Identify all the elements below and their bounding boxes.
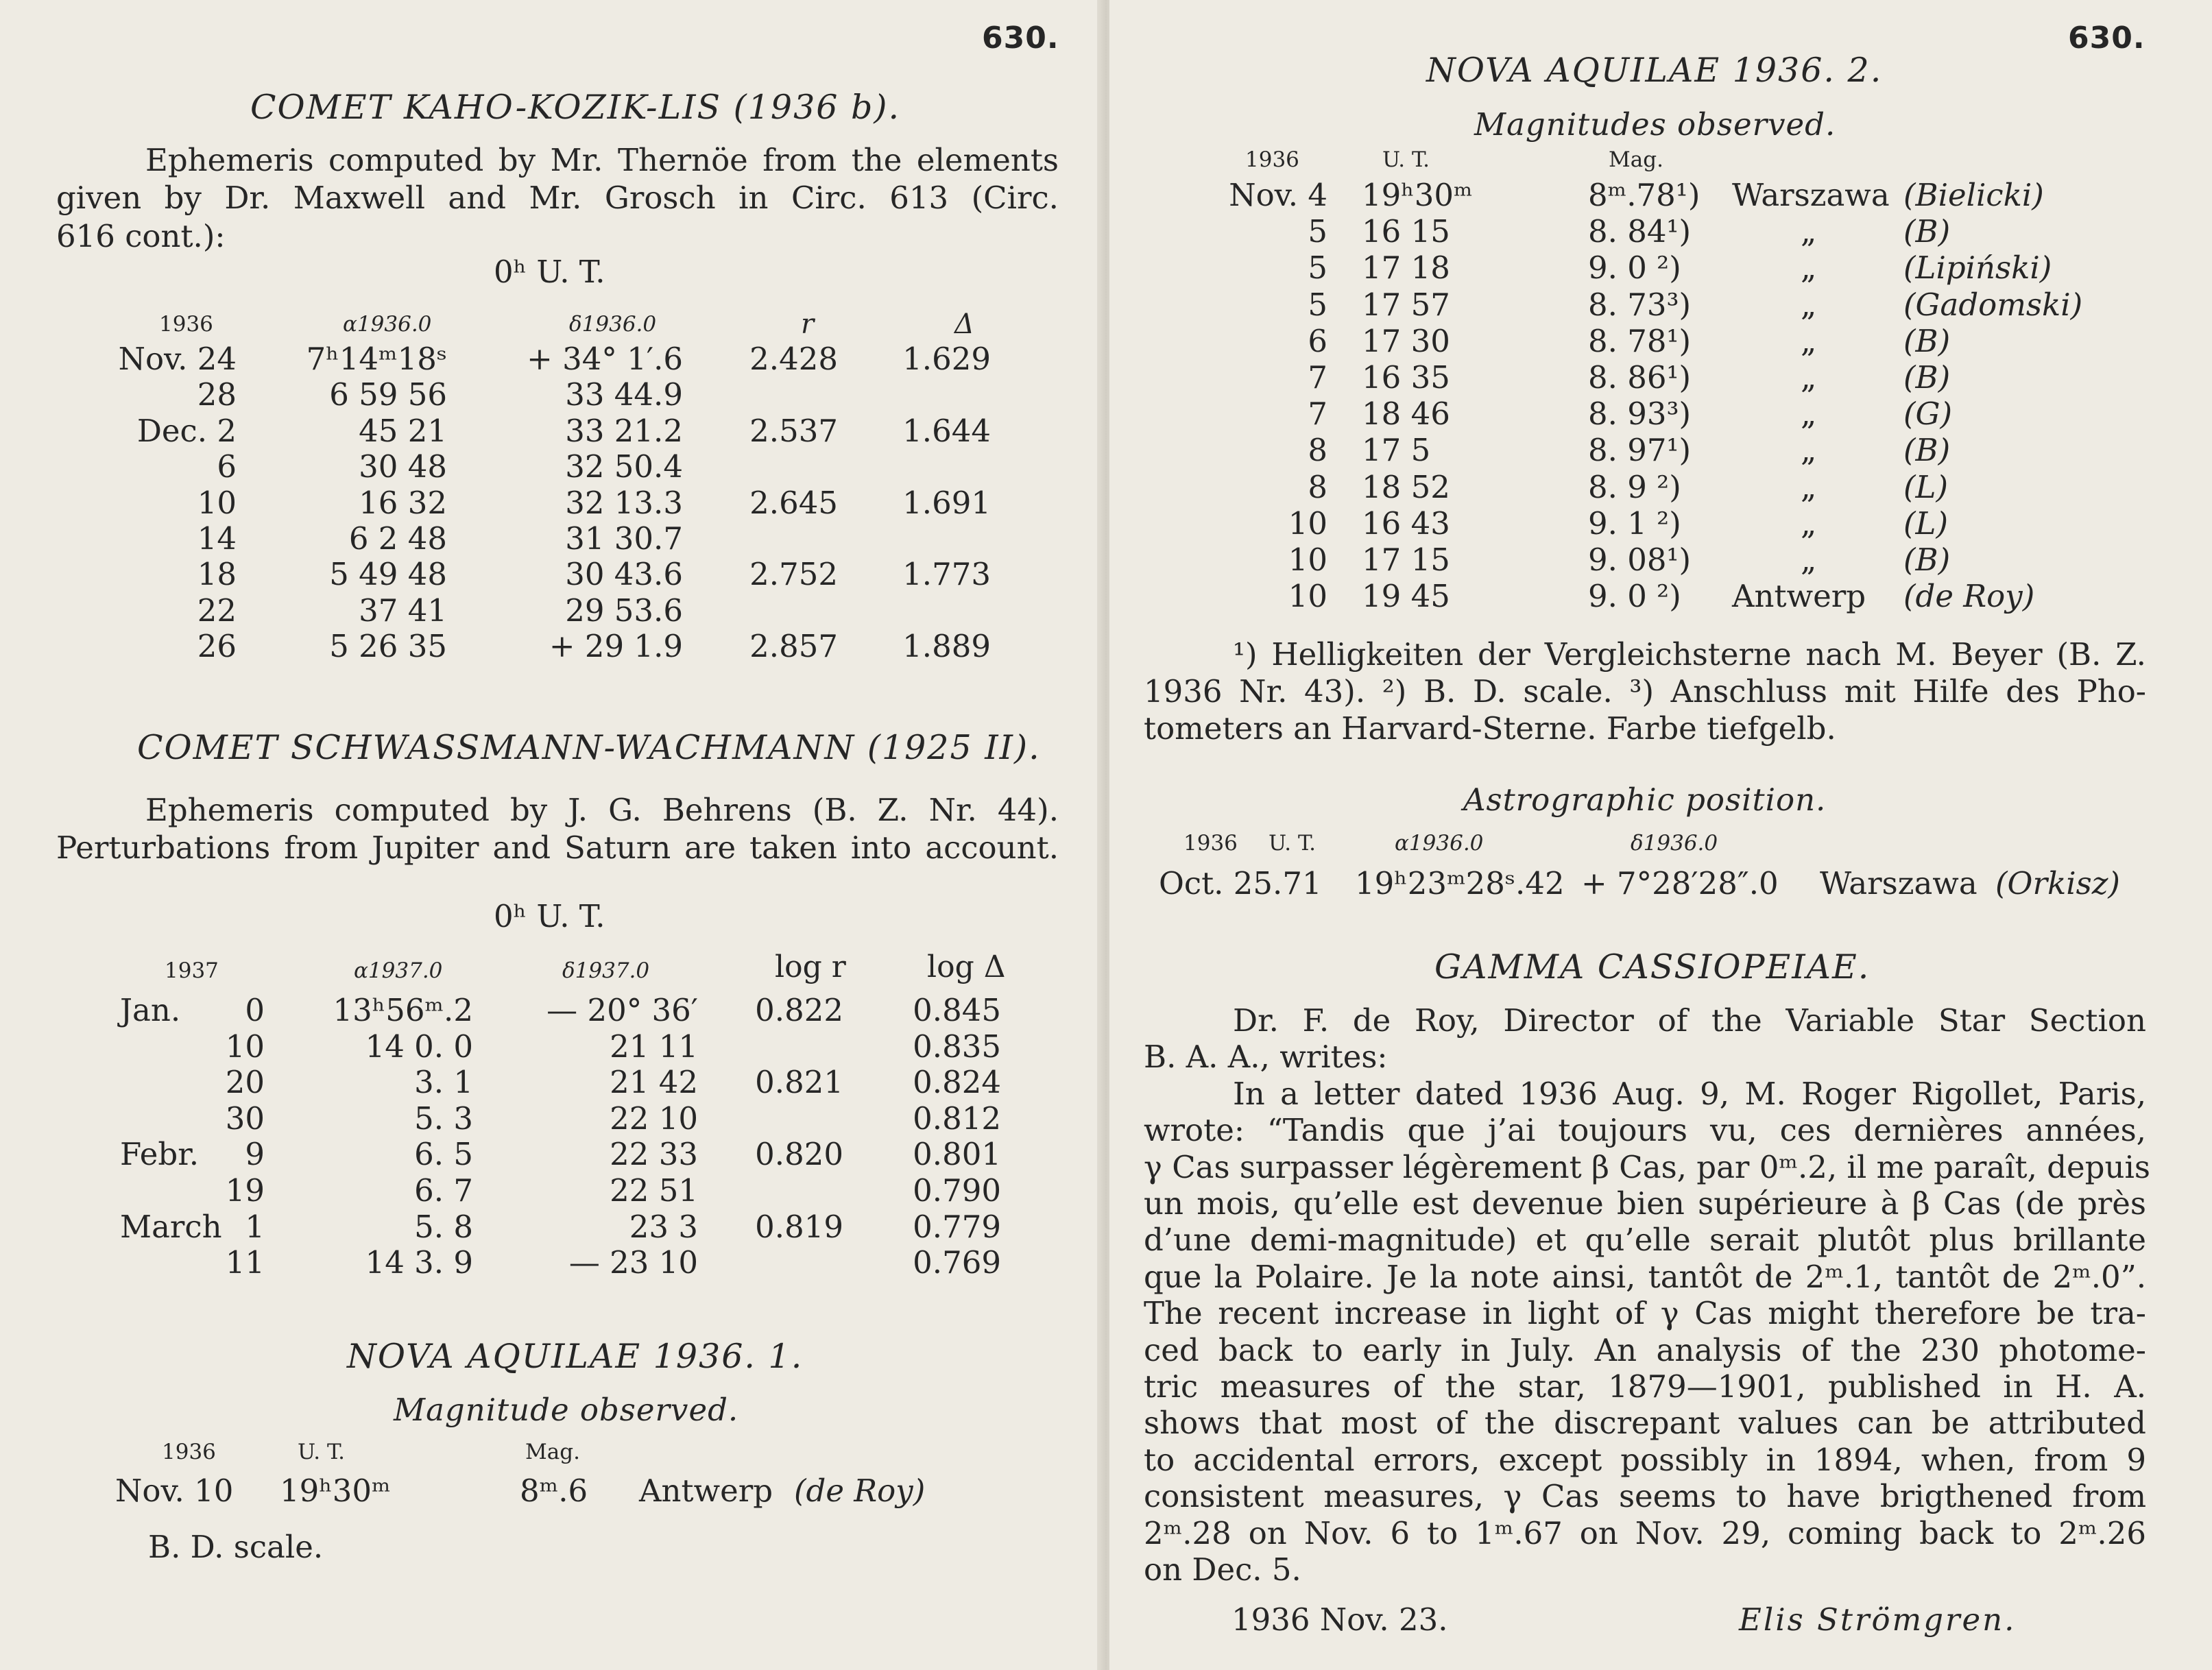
date-cell: 14 xyxy=(197,520,237,557)
comet2-header-logr: log r xyxy=(775,949,846,984)
comet1-header-ra: α1936.0 xyxy=(343,312,432,337)
nova2-subtitle: Magnitudes observed. xyxy=(1474,106,1836,143)
time-cell: 17 18 xyxy=(1362,250,1450,287)
log-r-cell: 0.822 xyxy=(755,992,843,1028)
nova2-title: NOVA AQUILAE 1936. 2. xyxy=(1426,51,1883,90)
astrographic-header-dec: δ1936.0 xyxy=(1631,831,1718,856)
comet1-intro-line-2: given by Dr. Maxwell and Mr. Grosch in Circ. 613 (Circ. xyxy=(56,180,1059,216)
comet2-intro-line-1: Ephemeris computed by J. G. Behrens (B. Z. Nr. 44). xyxy=(145,792,1059,828)
magnitude-cell: 9. 0 ²) xyxy=(1588,250,1681,287)
ditto-cell: „ xyxy=(1801,505,1817,542)
magnitude-cell: 8. 73³) xyxy=(1588,286,1692,323)
date-cell: 18 xyxy=(197,556,237,593)
paragraph-line: 2ᵐ.28 on Nov. 6 to 1ᵐ.67 on Nov. 29, coming back to 2ᵐ.26 xyxy=(1144,1514,2146,1551)
date-cell: 7 xyxy=(1308,359,1327,396)
paragraph-line: B. A. A., writes: xyxy=(1144,1039,1388,1076)
comet1-header-r: r xyxy=(801,308,815,340)
comet1-intro-line-3: 616 cont.): xyxy=(56,218,226,254)
astrographic-header-ut: U. T. xyxy=(1269,831,1316,856)
log-r-cell: 0.821 xyxy=(755,1064,843,1101)
date-cell: Nov. 24 xyxy=(118,341,237,377)
ditto-cell: „ xyxy=(1801,213,1817,250)
nova1-title: NOVA AQUILAE 1936. 1. xyxy=(347,1337,804,1376)
day-cell: 20 xyxy=(225,1064,265,1101)
observatory-cell: Antwerp xyxy=(1732,578,1866,615)
nova1-header-year: 1936 xyxy=(162,1440,216,1464)
dec-cell: + 29 1.9 xyxy=(549,628,683,665)
nova1-magnitude: 8ᵐ.6 xyxy=(520,1473,588,1509)
r-cell: 2.428 xyxy=(749,341,838,377)
log-delta-cell: 0.835 xyxy=(913,1028,1001,1065)
ra-cell: 6. 5 xyxy=(414,1136,473,1173)
paragraph-line: un mois, qu’elle est devenue bien supérieure à β Cas (de près xyxy=(1144,1185,2146,1222)
time-cell: 16 43 xyxy=(1362,505,1450,542)
time-cell: 17 57 xyxy=(1362,286,1450,323)
comet1-header-dec: δ1936.0 xyxy=(569,312,657,337)
observer-cell: (B) xyxy=(1903,322,1951,359)
dec-cell: 32 13.3 xyxy=(565,484,683,521)
log-delta-cell: 0.824 xyxy=(913,1064,1001,1101)
nova1-time: 19ʰ30ᵐ xyxy=(280,1473,391,1509)
paragraph-line: on Dec. 5. xyxy=(1144,1551,1301,1588)
day-cell: 10 xyxy=(225,1028,265,1065)
date-cell: 8 xyxy=(1308,432,1327,469)
observer-cell: (G) xyxy=(1903,396,1953,433)
paragraph-line: In a letter dated 1936 Aug. 9, M. Roger Rigollet, Paris, xyxy=(1233,1075,2146,1112)
log-delta-cell: 0.769 xyxy=(913,1244,1001,1281)
comet2-time-label: 0ʰ U. T. xyxy=(494,898,605,934)
dec-cell: — 20° 36′ xyxy=(546,992,698,1028)
ra-cell: 45 21 xyxy=(359,412,447,449)
day-cell: 30 xyxy=(225,1100,265,1137)
comet1-intro-line-1: Ephemeris computed by Mr. Thernöe from the elements xyxy=(145,142,1059,178)
paragraph-line: to accidental errors, except possibly in 1894, when, from 9 xyxy=(1144,1441,2146,1478)
ditto-cell: „ xyxy=(1801,250,1817,287)
ra-cell: 6 59 56 xyxy=(329,376,447,413)
magnitude-cell: 9. 08¹) xyxy=(1588,542,1692,578)
time-cell: 17 5 xyxy=(1362,432,1431,469)
ra-cell: 5 49 48 xyxy=(329,556,447,593)
month-cell: March xyxy=(120,1208,222,1245)
astrographic-date: Oct. 25.71 xyxy=(1159,865,1322,901)
dec-cell: 21 42 xyxy=(610,1064,698,1101)
ra-cell: 6. 7 xyxy=(414,1172,473,1209)
comet1-header-delta: Δ xyxy=(954,308,974,340)
dec-cell: 33 21.2 xyxy=(565,412,683,449)
date-cell: 5 xyxy=(1308,213,1327,250)
comet1-time-label: 0ʰ U. T. xyxy=(494,254,605,290)
comet2-header-year: 1937 xyxy=(165,958,219,983)
observer-cell: (de Roy) xyxy=(1903,578,2035,615)
date-cell: 10 xyxy=(1288,542,1327,578)
date-cell: Nov. 4 xyxy=(1229,177,1327,213)
ra-cell: 6 2 48 xyxy=(348,520,447,557)
r-cell: 2.857 xyxy=(749,628,838,665)
log-delta-cell: 0.801 xyxy=(913,1136,1001,1173)
ra-cell: 13ʰ56ᵐ.2 xyxy=(333,992,473,1028)
day-cell: 0 xyxy=(245,992,265,1028)
time-cell: 17 30 xyxy=(1362,322,1450,359)
magnitude-cell: 8. 93³) xyxy=(1588,396,1692,433)
paragraph-line: γ Cas surpasser légèrement β Cas, par 0ᵐ.2, il me paraît, depuis xyxy=(1144,1148,2150,1185)
dec-cell: 30 43.6 xyxy=(565,556,683,593)
dec-cell: 31 30.7 xyxy=(565,520,683,557)
astrographic-header-year: 1936 xyxy=(1183,831,1238,856)
ditto-cell: „ xyxy=(1801,468,1817,505)
month-cell: Febr. xyxy=(120,1136,200,1173)
ditto-cell: „ xyxy=(1801,322,1817,359)
magnitude-cell: 8ᵐ.78¹) xyxy=(1588,177,1700,213)
time-cell: 17 15 xyxy=(1362,542,1450,578)
dec-cell: 23 3 xyxy=(629,1208,698,1245)
time-cell: 16 35 xyxy=(1362,359,1450,396)
observer-cell: (L) xyxy=(1903,505,1948,542)
comet2-header-dec: δ1937.0 xyxy=(562,958,650,983)
nova2-footnote-line-2: 1936 Nr. 43). ²) B. D. scale. ³) Anschluss mit Hilfe des Pho- xyxy=(1144,673,2146,710)
magnitude-cell: 9. 0 ²) xyxy=(1588,578,1681,615)
comet2-intro-line-2: Perturbations from Jupiter and Saturn are taken into account. xyxy=(56,830,1059,866)
ra-cell: 5. 8 xyxy=(414,1208,473,1245)
astrographic-title: Astrographic position. xyxy=(1463,782,1827,818)
astrographic-ra: 19ʰ23ᵐ28ˢ.42 xyxy=(1355,865,1565,901)
dec-cell: 32 50.4 xyxy=(565,448,683,485)
observer-cell: (Lipiński) xyxy=(1903,250,2052,287)
astrographic-observatory: Warszawa xyxy=(1820,865,1977,901)
paragraph-line: shows that most of the discrepant values can be attributed xyxy=(1144,1405,2146,1442)
time-cell: 18 46 xyxy=(1362,396,1450,433)
observer-cell: (Bielicki) xyxy=(1903,177,2044,213)
comet2-title: COMET SCHWASSMANN-WACHMANN (1925 II). xyxy=(137,728,1041,767)
log-delta-cell: 0.812 xyxy=(913,1100,1001,1137)
ra-cell: 5 26 35 xyxy=(329,628,447,665)
ditto-cell: „ xyxy=(1801,432,1817,469)
ra-cell: 3. 1 xyxy=(414,1064,473,1101)
ditto-cell: „ xyxy=(1801,286,1817,323)
day-cell: 19 xyxy=(225,1172,265,1209)
ditto-cell: „ xyxy=(1801,542,1817,578)
delta-cell: 1.889 xyxy=(902,628,991,665)
dec-cell: + 34° 1′.6 xyxy=(527,341,683,377)
nova1-date: Nov. 10 xyxy=(115,1473,234,1509)
r-cell: 2.752 xyxy=(749,556,838,593)
nova2-footnote-line-3: tometers an Harvard-Sterne. Farbe tiefgelb. xyxy=(1144,710,1836,747)
nova2-header-ut: U. T. xyxy=(1382,147,1430,172)
dec-cell: 22 51 xyxy=(610,1172,698,1209)
paragraph-line: Dr. F. de Roy, Director of the Variable Star Section xyxy=(1233,1002,2146,1039)
magnitude-cell: 8. 97¹) xyxy=(1588,432,1692,469)
dec-cell: — 23 10 xyxy=(568,1244,698,1281)
date-cell: 22 xyxy=(197,592,237,629)
day-cell: 1 xyxy=(245,1208,265,1245)
date-cell: 10 xyxy=(197,484,237,521)
nova1-header-ut: U. T. xyxy=(298,1440,345,1464)
comet2-header-ra: α1937.0 xyxy=(354,958,443,983)
observer-cell: (B) xyxy=(1903,359,1951,396)
date-cell: 5 xyxy=(1308,286,1327,323)
paragraph-line: wrote: “Tandis que j’ai toujours vu, ces dernières années, xyxy=(1144,1112,2146,1149)
date-cell: 6 xyxy=(217,448,237,485)
astrographic-dec: + 7°28′28″.0 xyxy=(1581,865,1779,901)
paragraph-line: tric measures of the star, 1879—1901, published in H. A. xyxy=(1144,1368,2146,1405)
signature: Elis Strömgren. xyxy=(1739,1601,2017,1638)
observer-cell: (Gadomski) xyxy=(1903,286,2083,323)
r-cell: 2.537 xyxy=(749,412,838,449)
astrographic-header-ra: α1936.0 xyxy=(1395,831,1484,856)
ra-cell: 14 3. 9 xyxy=(365,1244,473,1281)
paragraph-line: que la Polaire. Je la note ainsi, tantôt de 2ᵐ.1, tantôt de 2ᵐ.0”. xyxy=(1144,1258,2146,1295)
nova2-footnote-line-1: ¹) Helligkeiten der Vergleichsterne nach M. Beyer (B. Z. xyxy=(1233,636,2146,673)
comet2-header-logdelta: log Δ xyxy=(927,949,1006,984)
magnitude-cell: 8. 84¹) xyxy=(1588,213,1692,250)
magnitude-cell: 8. 86¹) xyxy=(1588,359,1692,396)
r-cell: 2.645 xyxy=(749,484,838,521)
ditto-cell: „ xyxy=(1801,396,1817,433)
nova1-observatory: Antwerp xyxy=(639,1473,773,1509)
right-page xyxy=(1109,0,2212,1670)
page-number: 630. xyxy=(2068,21,2145,56)
ditto-cell: „ xyxy=(1801,359,1817,396)
delta-cell: 1.773 xyxy=(902,556,991,593)
time-cell: 19 45 xyxy=(1362,578,1450,615)
dec-cell: 22 33 xyxy=(610,1136,698,1173)
date-cell: 28 xyxy=(197,376,237,413)
dec-cell: 21 11 xyxy=(610,1028,698,1065)
dec-cell: 22 10 xyxy=(610,1100,698,1137)
observer-cell: (B) xyxy=(1903,432,1951,469)
ra-cell: 14 0. 0 xyxy=(365,1028,473,1065)
delta-cell: 1.691 xyxy=(902,484,991,521)
nova1-header-mag: Mag. xyxy=(525,1440,580,1464)
log-r-cell: 0.820 xyxy=(755,1136,843,1173)
observer-cell: (B) xyxy=(1903,542,1951,578)
time-cell: 19ʰ30ᵐ xyxy=(1362,177,1473,213)
log-delta-cell: 0.779 xyxy=(913,1208,1001,1245)
delta-cell: 1.644 xyxy=(902,412,991,449)
nova1-subtitle: Magnitude observed. xyxy=(394,1392,739,1428)
paragraph-line: ced back to early in July. An analysis of the 230 photome- xyxy=(1144,1331,2146,1368)
nova1-observer: (de Roy) xyxy=(794,1473,926,1509)
date-cell: 5 xyxy=(1308,250,1327,287)
date-cell: 10 xyxy=(1288,505,1327,542)
date-cell: 10 xyxy=(1288,578,1327,615)
date-cell: Dec. 2 xyxy=(136,412,237,449)
gamma-cas-title: GAMMA CASSIOPEIAE. xyxy=(1434,947,1871,987)
date-cell: 8 xyxy=(1308,468,1327,505)
left-page xyxy=(0,0,1103,1670)
ra-cell: 7ʰ14ᵐ18ˢ xyxy=(306,341,447,377)
time-cell: 16 15 xyxy=(1362,213,1450,250)
observer-cell: (L) xyxy=(1903,468,1948,505)
comet1-title: COMET KAHO-KOZIK-LIS (1936 b). xyxy=(250,88,901,127)
closing-date: 1936 Nov. 23. xyxy=(1231,1601,1448,1638)
dec-cell: 33 44.9 xyxy=(565,376,683,413)
magnitude-cell: 8. 78¹) xyxy=(1588,322,1692,359)
date-cell: 26 xyxy=(197,628,237,665)
observatory-cell: Warszawa xyxy=(1732,177,1890,213)
observer-cell: (B) xyxy=(1903,213,1951,250)
nova2-header-year: 1936 xyxy=(1245,147,1299,172)
ra-cell: 5. 3 xyxy=(414,1100,473,1137)
magnitude-cell: 9. 1 ²) xyxy=(1588,505,1681,542)
ra-cell: 16 32 xyxy=(359,484,447,521)
page-number: 630. xyxy=(982,21,1059,56)
day-cell: 9 xyxy=(245,1136,265,1173)
paragraph-line: The recent increase in light of γ Cas might therefore be tra- xyxy=(1144,1295,2146,1332)
nova2-header-mag: Mag. xyxy=(1609,147,1663,172)
date-cell: 7 xyxy=(1308,396,1327,433)
comet1-header-year: 1936 xyxy=(159,312,213,337)
log-delta-cell: 0.790 xyxy=(913,1172,1001,1209)
paragraph-line: consistent measures, γ Cas seems to have brigthened from xyxy=(1144,1478,2146,1515)
paragraph-line: d’une demi-magnitude) et qu’elle serait plutôt plus brillante xyxy=(1144,1222,2146,1259)
ra-cell: 37 41 xyxy=(359,592,447,629)
astrographic-observer: (Orkisz) xyxy=(1995,865,2120,901)
time-cell: 18 52 xyxy=(1362,468,1450,505)
delta-cell: 1.629 xyxy=(902,341,991,377)
day-cell: 11 xyxy=(225,1244,265,1281)
magnitude-cell: 8. 9 ²) xyxy=(1588,468,1681,505)
month-cell: Jan. xyxy=(120,992,181,1028)
date-cell: 6 xyxy=(1308,322,1327,359)
nova1-note: B. D. scale. xyxy=(148,1529,324,1565)
dec-cell: 29 53.6 xyxy=(565,592,683,629)
log-r-cell: 0.819 xyxy=(755,1208,843,1245)
log-delta-cell: 0.845 xyxy=(913,992,1001,1028)
ra-cell: 30 48 xyxy=(359,448,447,485)
